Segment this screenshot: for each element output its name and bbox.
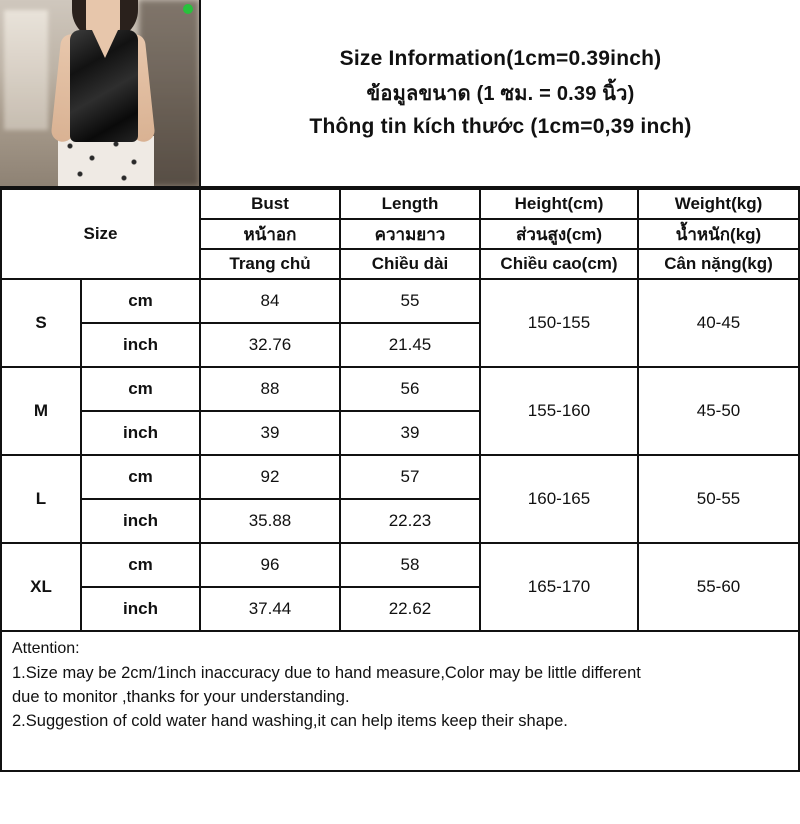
header-height-th: ส่วนสูง(cm)	[480, 219, 638, 249]
size-table	[0, 188, 800, 632]
green-dot-icon	[183, 4, 193, 14]
header-length-en: Length	[340, 189, 480, 219]
row-s-length-inch: 21.45	[340, 323, 480, 367]
row-l-height: 160-165	[480, 455, 638, 543]
row-s-bust-cm: 84	[200, 279, 340, 323]
row-m-bust-cm: 88	[200, 367, 340, 411]
size-column-header: Size	[1, 189, 200, 279]
row-m-weight: 45-50	[638, 367, 799, 455]
row-l-bust-inch: 35.88	[200, 499, 340, 543]
title-vietnamese: Thông tin kích thước (1cm=0,39 inch)	[309, 115, 692, 138]
title-english: Size Information(1cm=0.39inch)	[339, 47, 662, 70]
row-s-weight: 40-45	[638, 279, 799, 367]
attention-title: Attention:	[12, 640, 80, 657]
title-thai: ข้อมูลขนาด (1 ซม. = 0.39 นิ้ว)	[366, 83, 635, 105]
header-weight-vi: Cân nặng(kg)	[638, 249, 799, 279]
header-bust-th: หน้าอก	[200, 219, 340, 249]
row-m-unit-inch: inch	[81, 411, 200, 455]
row-xl-length-inch: 22.62	[340, 587, 480, 631]
row-m-height: 155-160	[480, 367, 638, 455]
row-l-unit-inch: inch	[81, 499, 200, 543]
attention-line-3: 2.Suggestion of cold water hand washing,it can help items keep their shape.	[12, 712, 568, 731]
row-size-m: M	[1, 367, 81, 455]
row-l-length-cm: 57	[340, 455, 480, 499]
title-area	[201, 0, 800, 186]
row-xl-height: 165-170	[480, 543, 638, 631]
table-row	[1, 455, 799, 499]
header-bust-vi: Trang chủ	[200, 249, 340, 279]
row-l-unit-cm: cm	[81, 455, 200, 499]
row-size-s: S	[1, 279, 81, 367]
row-s-height: 150-155	[480, 279, 638, 367]
row-xl-unit-cm: cm	[81, 543, 200, 587]
header-length-vi: Chiều dài	[340, 249, 480, 279]
row-s-length-cm: 55	[340, 279, 480, 323]
row-size-l: L	[1, 455, 81, 543]
row-xl-unit-inch: inch	[81, 587, 200, 631]
row-l-length-inch: 22.23	[340, 499, 480, 543]
row-xl-weight: 55-60	[638, 543, 799, 631]
attention-block	[0, 632, 800, 772]
row-m-unit-cm: cm	[81, 367, 200, 411]
attention-line-1: 1.Size may be 2cm/1inch inaccuracy due to hand measure,Color may be little different	[12, 663, 641, 682]
photo-vneckline	[92, 30, 118, 58]
row-s-unit-inch: inch	[81, 323, 200, 367]
product-photo	[0, 0, 201, 186]
header-height-vi: Chiều cao(cm)	[480, 249, 638, 279]
attention-line-2: due to monitor ,thanks for your understanding.	[12, 687, 350, 706]
header-bust-en: Bust	[200, 189, 340, 219]
photo-window	[4, 10, 48, 130]
table-row	[1, 367, 799, 411]
table-row	[1, 543, 799, 587]
row-l-bust-cm: 92	[200, 455, 340, 499]
row-l-weight: 50-55	[638, 455, 799, 543]
row-xl-bust-inch: 37.44	[200, 587, 340, 631]
row-m-bust-inch: 39	[200, 411, 340, 455]
header-length-th: ความยาว	[340, 219, 480, 249]
footer-space	[0, 772, 800, 824]
header-weight-en: Weight(kg)	[638, 189, 799, 219]
row-xl-length-cm: 58	[340, 543, 480, 587]
row-m-length-inch: 39	[340, 411, 480, 455]
row-s-unit-cm: cm	[81, 279, 200, 323]
header-band	[0, 0, 800, 188]
header-weight-th: น้ำหนัก(kg)	[638, 219, 799, 249]
header-height-en: Height(cm)	[480, 189, 638, 219]
row-xl-bust-cm: 96	[200, 543, 340, 587]
row-size-xl: XL	[1, 543, 81, 631]
row-s-bust-inch: 32.76	[200, 323, 340, 367]
table-header-row-en	[1, 189, 799, 219]
table-row	[1, 279, 799, 323]
row-m-length-cm: 56	[340, 367, 480, 411]
photo-skirt	[58, 136, 154, 186]
